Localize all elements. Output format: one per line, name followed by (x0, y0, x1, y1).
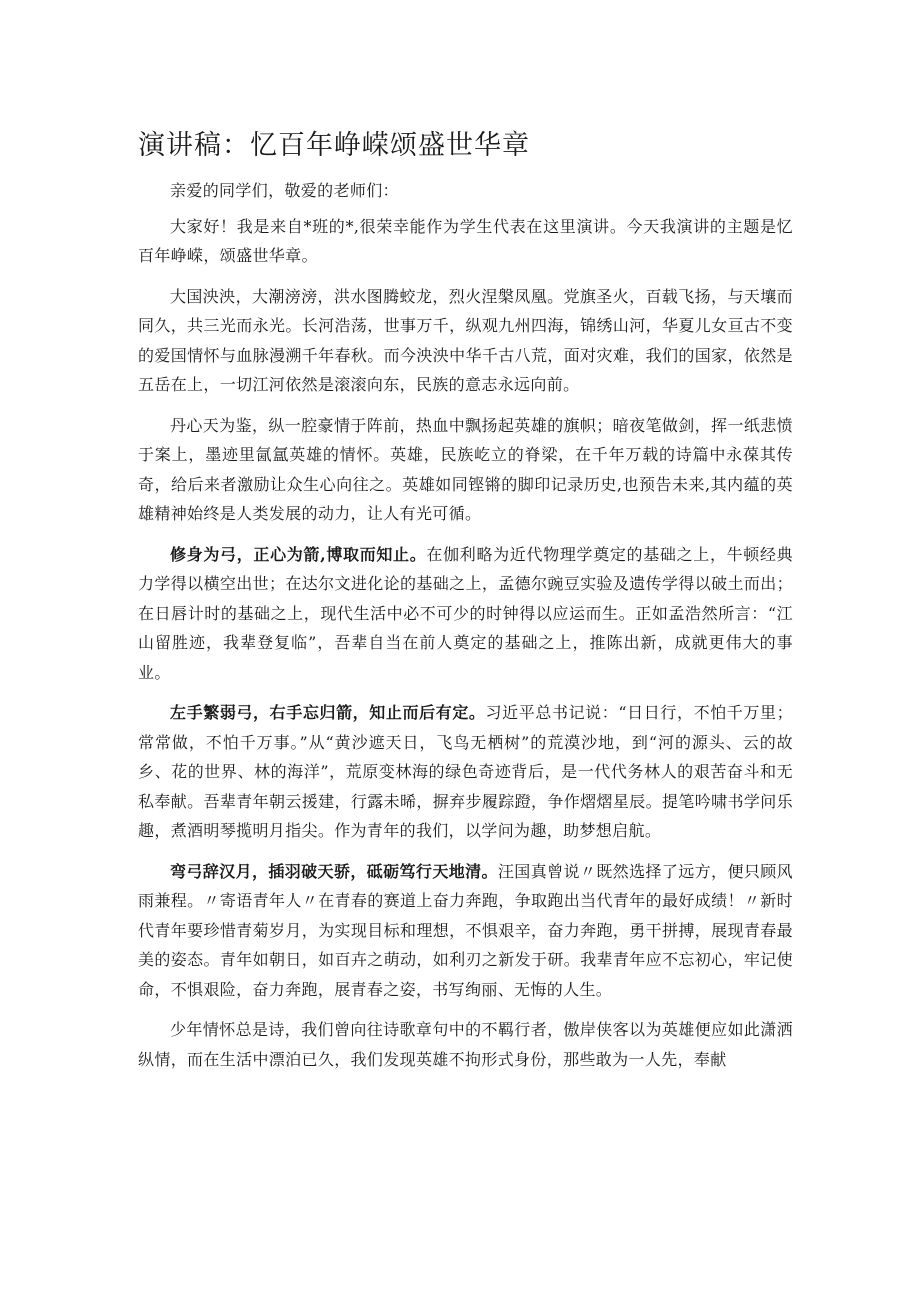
paragraph-text: 大国泱泱，大潮滂滂，洪水图腾蛟龙，烈火涅槃凤凰。党旗圣火，百载飞扬，与天壤而同久，共三光而永光。长河浩荡，世事万千，纵观九州四海，锦绣山河，华夏儿女亘古不变的爱国情怀与血脉漫溯千年春秋。而今泱泱中华千古八荒，面对灾难，我们的国家，依然是五岳在上，一切江河依然是滚滚向东，民族的意志永远向前。 (138, 286, 793, 394)
paragraph-lead: 修身为弓，正心为箭,博取而知止。 (170, 544, 427, 564)
paragraph-lead: 弯弓辞汉月，插羽破天骄，砥砺笃行天地清。 (170, 861, 498, 881)
paragraph (138, 212, 793, 271)
paragraph (138, 1015, 793, 1074)
paragraph (138, 282, 793, 400)
document-body (138, 176, 793, 1085)
paragraph (138, 698, 793, 846)
paragraph-text: 大家好！我是来自*班的*,很荣幸能作为学生代表在这里演讲。今天我演讲的主题是忆百年峥嵘，颂盛世华章。 (138, 216, 793, 265)
paragraph-text: 习近平总书记说：“日日行，不怕千万里；常常做，不怕千万事。”从“黄沙遮天日，飞鸟无栖树”的荒漠沙地，到“河的源头、云的故乡、花的世界、林的海洋”，荒原变林海的绿色奇迹背后，是一代代务林人的艰苦奋斗和无私奉献。吾辈青年朝云援建，行露未晞，摒弃步履踪蹬，争作熠熠星辰。提笔吟啸书学问乐趣，煮酒明琴揽明月指尖。作为青年的我们，以学问为趣，助梦想启航。 (138, 703, 793, 840)
paragraph-text: 丹心天为鉴，纵一腔豪情于阵前，热血中飘扬起英雄的旗帜；暗夜笔做剑，挥一纸悲愤于案上，墨迹里氤氲英雄的情怀。英雄，民族屹立的脊梁，在千年万载的诗篇中永葆其传奇，给后来者激励让众生心向往之。英雄如同铿锵的脚印记录历史,也预告未来,其内蕴的英雄精神始终是人类发展的动力，让人有光可循。 (138, 415, 793, 523)
greeting: 亲爱的同学们，敬爱的老师们： (170, 181, 399, 200)
paragraph (138, 540, 793, 688)
paragraph-text: 少年情怀总是诗，我们曾向往诗歌章句中的不羁行者，傲岸侠客以为英雄便应如此潇洒纵情，而在生活中漂泊已久，我们发现英雄不拘形式身份，那些敢为一人先，奉献 (138, 1020, 793, 1069)
document-title: 演讲稿：忆百年峥嵘颂盛世华章 (138, 130, 530, 161)
paragraph (138, 411, 793, 529)
paragraph-lead: 左手繁弱弓，右手忘归箭，知止而后有定。 (170, 703, 486, 722)
paragraph-text: 在伽利略为近代物理学奠定的基础之上，牛顿经典力学得以横空出世；在达尔文进化论的基础之上，孟德尔豌豆实验及遗传学得以破土而出；在日唇计时的基础之上，现代生活中必不可少的时钟得以应运而生。正如孟浩然所言：“江山留胜迹，我辈登复临”，吾辈自当在前人奠定的基础之上，推陈出新，成就更伟大的事业。 (138, 544, 794, 682)
paragraph-text: 汪国真曾说〃既然选择了远方，便只顾风雨兼程。〃寄语青年人〃在青春的赛道上奋力奔跑，争取跑出当代青年的最好成绩！〃新时代青年要珍惜青菊岁月，为实现目标和理想，不惧艰辛，奋力奔跑，勇干拼搏，展现青春最美的姿态。青年如朝日，如百卉之萌动，如利刃之新发于研。我辈青年应不忘初心，牢记使命，不惧艰险，奋力奔跑，展青春之姿，书写绚丽、无悔的人生。 (138, 861, 793, 999)
paragraph (138, 857, 793, 1005)
